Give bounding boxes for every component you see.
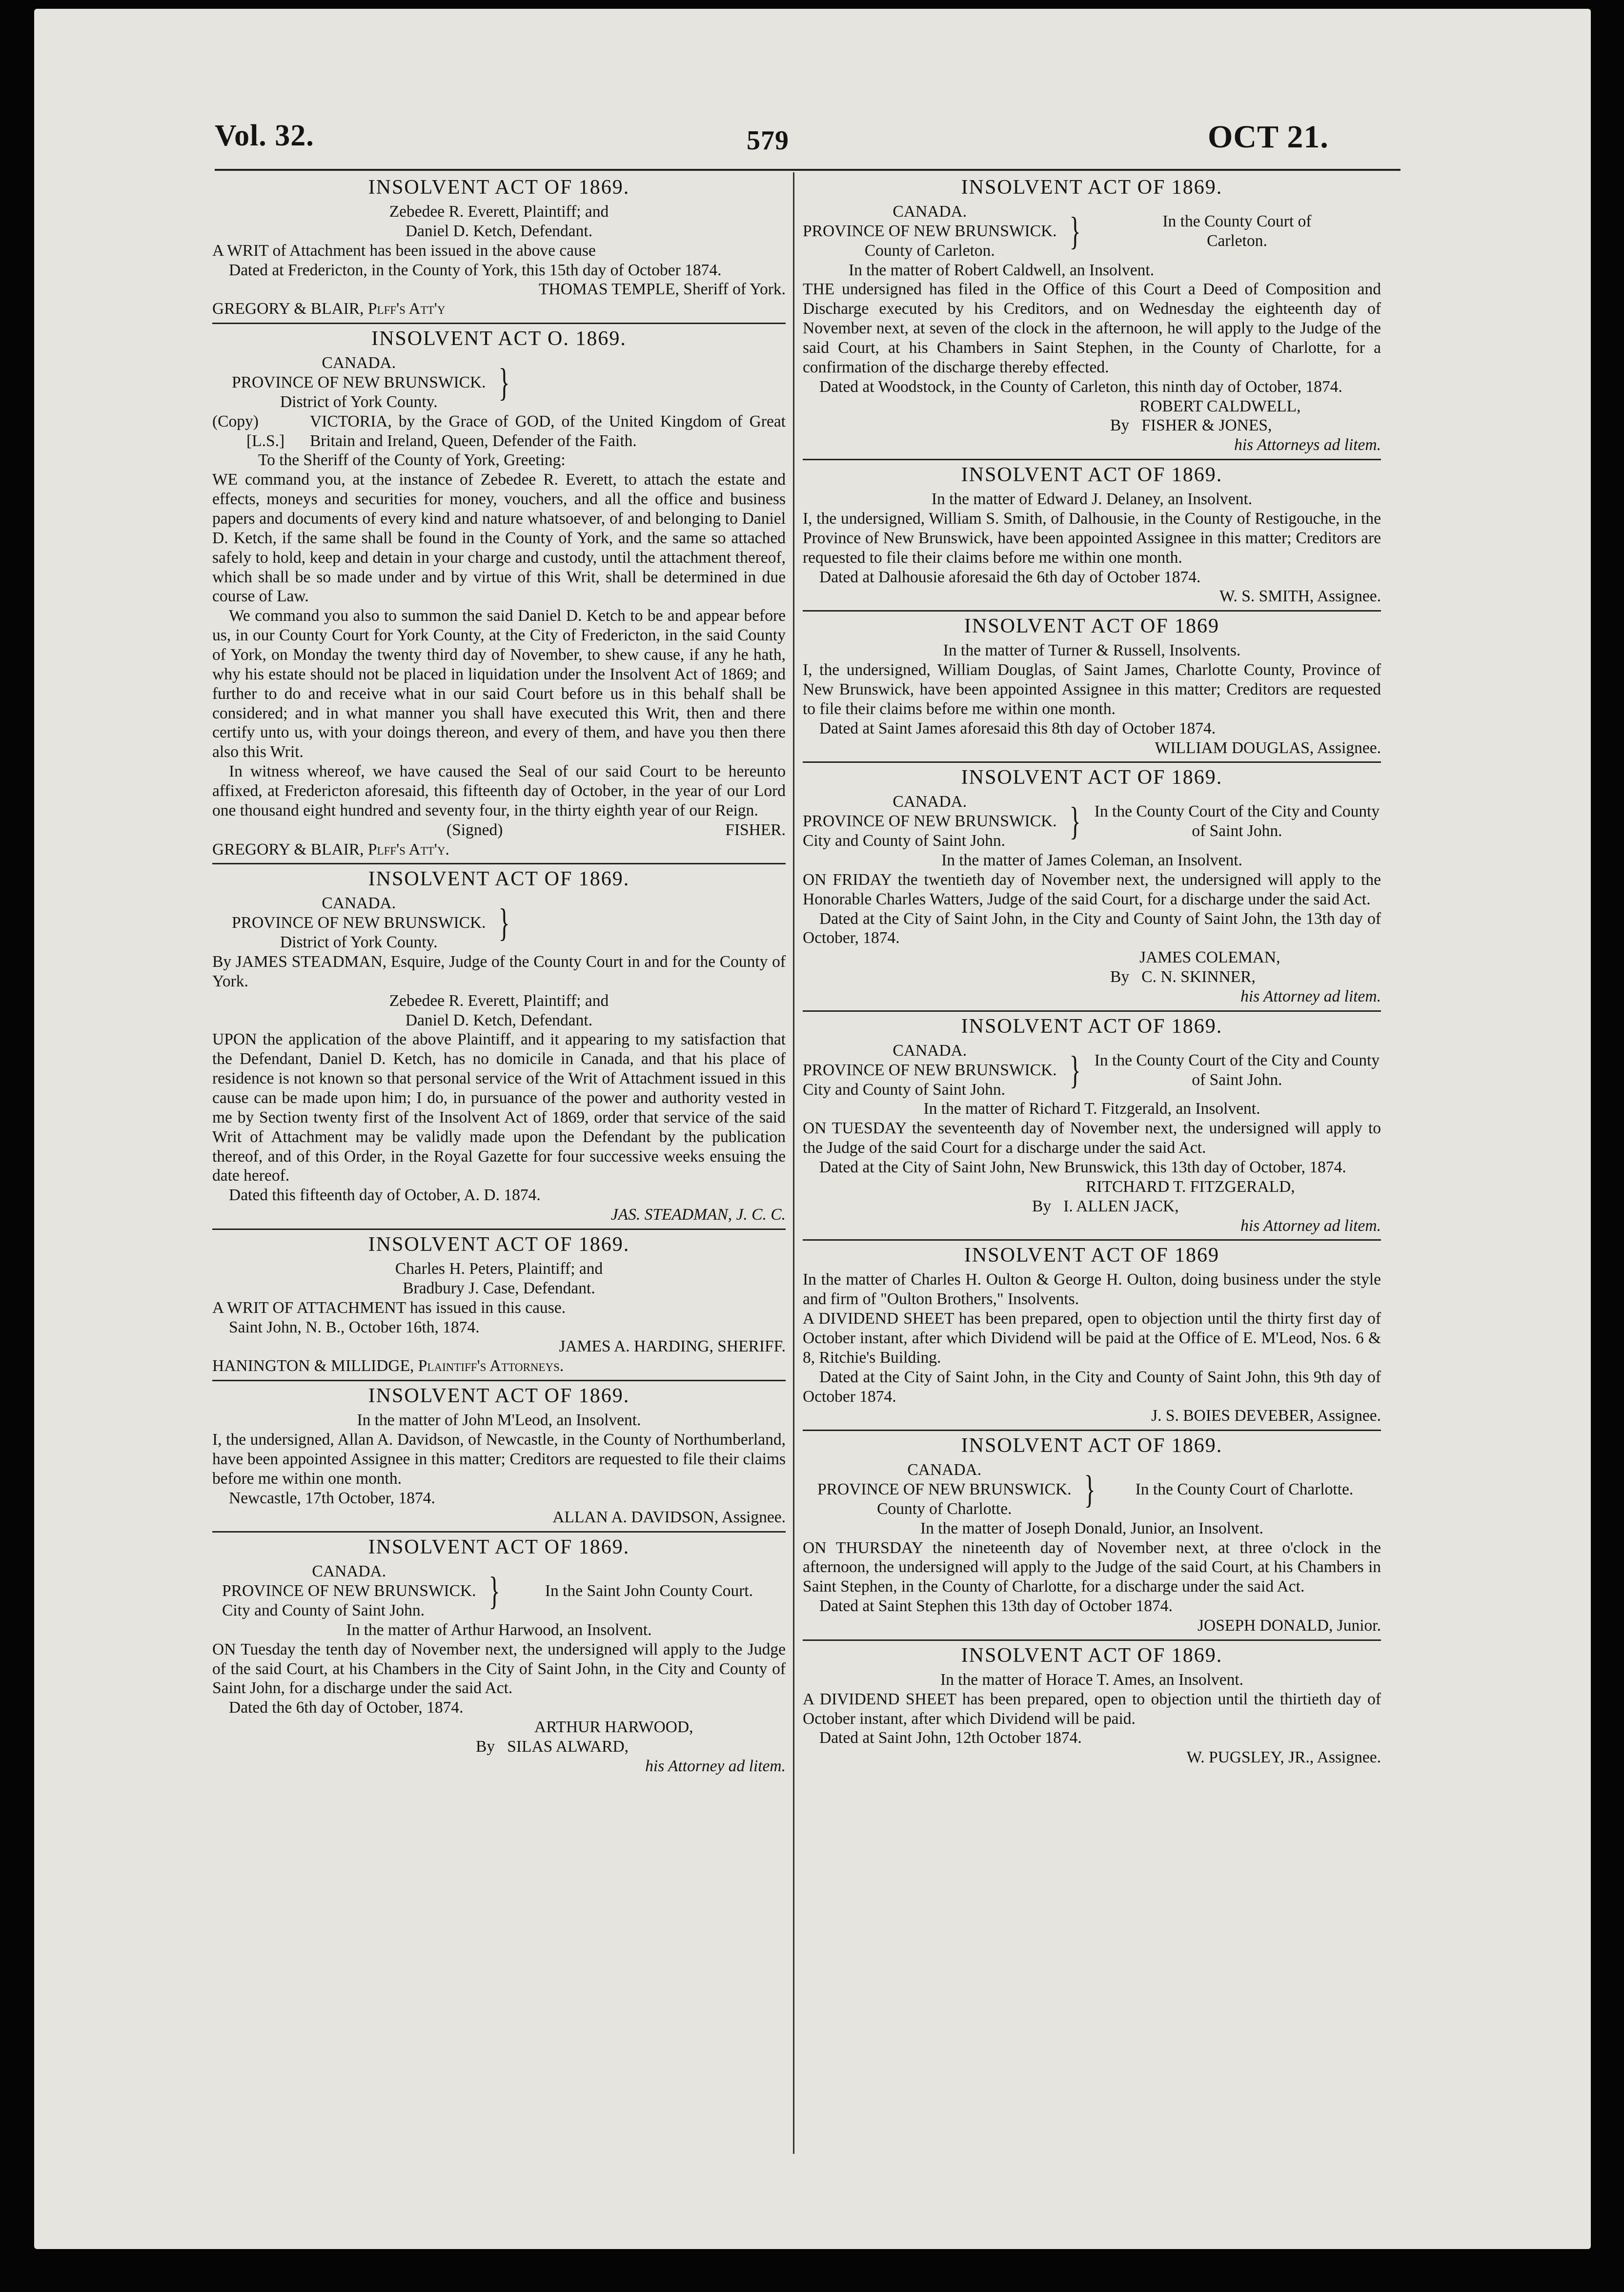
brace: } <box>1069 209 1081 253</box>
seal-label: [L.S.] <box>246 431 285 450</box>
notice-title: INSOLVENT ACT OF 1869. <box>368 868 630 891</box>
notice-title: INSOLVENT ACT OF 1869. <box>368 1385 630 1408</box>
jurisdiction-block <box>803 792 1381 851</box>
greeting: To the Sheriff of the County of York, Greeting: <box>258 451 566 470</box>
district-label: District of York County. <box>280 933 438 952</box>
notice-title: INSOLVENT ACT OF 1869. <box>961 464 1223 487</box>
defendant-line: Daniel D. Ketch, Defendant. <box>405 222 593 240</box>
dated-line: Dated at the City of Saint John, in the City and County of Saint John, this 9th day of October 1874. <box>803 1368 1381 1406</box>
attorney-signature <box>803 967 1381 987</box>
column-divider <box>793 172 794 2154</box>
court-label: In the County Court of the City and County of Saint John. <box>1094 1051 1380 1089</box>
notice-caldwell-discharge <box>803 176 1381 455</box>
attorney-role: his Attorneys ad litem. <box>1234 436 1381 454</box>
signature: W. PUGSLEY, JR., Assignee. <box>1186 1748 1381 1767</box>
by-label: By <box>1110 968 1130 986</box>
left-column <box>212 175 786 1776</box>
province-label: PROVINCE OF NEW BRUNSWICK. <box>232 373 486 391</box>
attorney-line: GREGORY & BLAIR, Plff's Att'y. <box>212 840 449 859</box>
dated-line: Saint John, N. B., October 16th, 1874. <box>229 1318 480 1336</box>
page-header <box>34 9 1591 184</box>
province-label: PROVINCE OF NEW BRUNSWICK. <box>222 1582 476 1600</box>
canada-label: CANADA. <box>893 793 967 811</box>
jurisdiction-block <box>212 1562 786 1620</box>
copy-label: (Copy) <box>212 412 259 430</box>
signature: ROBERT CALDWELL, <box>1139 397 1301 415</box>
notice-delaney-assignee <box>803 459 1381 606</box>
notice-body: A WRIT OF ATTACHMENT has issued in this cause. <box>212 1298 566 1317</box>
notice-body: A WRIT of Attachment has been issued in the above cause <box>212 241 596 260</box>
gazette-page <box>34 9 1591 2249</box>
plaintiff-line: Charles H. Peters, Plaintiff; and <box>395 1259 603 1278</box>
notice-steadman-order <box>212 863 786 1225</box>
notice-title: INSOLVENT ACT OF 1869 <box>964 615 1220 638</box>
notice-body: UPON the application of the above Plaintiff, and it appearing to my satisfaction that the Defendant, Daniel D. Ketch, has no domicile in Canada, and that his place of residence is not known so that personal service of the Writ of Attachment issued in this cause can be made upon him; I do, in pursuance of the power and authority vested in me by Section twenty first of the Insolvent Act of 1869, order that service of the said Writ of Attachment may be validly made upon the Defendant by the publication thereof, and of this Order, in the Royal Gazette for four successive weeks ensuing the date hereof. <box>212 1030 786 1185</box>
notice-title: INSOLVENT ACT OF 1869. <box>368 1233 630 1256</box>
province-label: PROVINCE OF NEW BRUNSWICK. <box>803 1061 1057 1079</box>
by-label: By <box>1032 1197 1052 1215</box>
dated-line: Dated at the City of Saint John, in the City and County of Saint John, the 13th day of October, 1874. <box>803 909 1381 947</box>
notice-title: INSOLVENT ACT OF 1869. <box>961 1015 1223 1038</box>
notice-title: INSOLVENT ACT OF 1869 <box>964 1244 1220 1267</box>
brace: } <box>498 361 510 404</box>
court-label: In the Saint John County Court. <box>545 1582 753 1600</box>
matter-line: In the matter of Edward J. Delaney, an Insolvent. <box>931 490 1253 509</box>
notice-body: ON TUESDAY the seventeenth day of November next, the undersigned will apply to the Judge of the said Court for a discharge under the said Act. <box>803 1119 1381 1157</box>
header-rule <box>215 169 1401 171</box>
dated-line: Dated at the City of Saint John, New Brunswick, this 13th day of October, 1874. <box>819 1158 1346 1176</box>
signature: FISHER. <box>725 820 786 839</box>
attorney-line: HANINGTON & MILLIDGE, Plaintiff's Attorneys. <box>212 1357 564 1375</box>
district-label: District of York County. <box>280 392 438 411</box>
matter-line: In the matter of James Coleman, an Insolvent. <box>941 851 1242 869</box>
dated-line: Dated at Saint James aforesaid this 8th day of October 1874. <box>819 719 1216 737</box>
matter-line: In the matter of Richard T. Fitzgerald, an Insolvent. <box>923 1100 1260 1118</box>
signature: ARTHUR HARWOOD, <box>534 1718 693 1737</box>
notice-title: INSOLVENT ACT OF 1869. <box>961 766 1223 789</box>
canada-label: CANADA. <box>893 202 967 221</box>
attorney-signature <box>803 416 1381 435</box>
notice-coleman-discharge <box>803 761 1381 1006</box>
jurisdiction-block <box>803 1041 1381 1100</box>
notice-oulton-dividend <box>803 1239 1381 1426</box>
notice-body: ON FRIDAY the twentieth day of November next, the undersigned will apply to the Honorable Charles Watters, Judge of the said Court, for a discharge under the said Act. <box>803 870 1381 908</box>
plaintiff-line: Zebedee R. Everett, Plaintiff; and <box>389 991 609 1010</box>
notice-body: I, the undersigned, William S. Smith, of Dalhousie, in the County of Restigouche, in the Province of New Brunswick, have been appointed Assignee in this matter; Creditors are requested to file their claims before me within one month. <box>803 509 1381 567</box>
notice-fitzgerald-discharge <box>803 1010 1381 1236</box>
signature: W. S. SMITH, Assignee. <box>1219 587 1381 606</box>
signed-label: (Signed) <box>447 820 503 839</box>
court-label: In the County Court of the City and County of Saint John. <box>1094 802 1380 840</box>
notice-body: ON THURSDAY the nineteenth day of November next, at three o'clock in the afternoon, the undersigned will apply to the Judge of the said Court, at his Chambers in Saint Stephen, in the County of Charlotte, for a discharge under the said Act. <box>803 1538 1381 1596</box>
dated-line: Dated at Saint John, 12th October 1874. <box>819 1729 1082 1747</box>
brace: } <box>498 901 510 945</box>
city-label: City and County of Saint John. <box>803 1080 1006 1099</box>
dated-line: Dated the 6th day of October, 1874. <box>229 1699 464 1717</box>
province-label: PROVINCE OF NEW BRUNSWICK. <box>803 812 1057 831</box>
notice-body: I, the undersigned, William Douglas, of Saint James, Charlotte County, Province of New Brunswick, have been appointed Assignee in this matter; Creditors are requested to file their claims before me within one month. <box>803 661 1381 718</box>
notice-title: INSOLVENT ACT OF 1869. <box>961 1644 1223 1667</box>
notice-ames-dividend <box>803 1639 1381 1767</box>
signature: RITCHARD T. FITZGERALD, <box>1086 1177 1295 1196</box>
matter-line: In the matter of Arthur Harwood, an Insolvent. <box>346 1620 652 1639</box>
brace: } <box>488 1570 500 1613</box>
attorney-line: GREGORY & BLAIR, Plff's Att'y <box>212 300 446 318</box>
matter-line: In the matter of Horace T. Ames, an Insolvent. <box>940 1670 1244 1689</box>
attorney-name: FISHER & JONES, <box>1141 416 1272 435</box>
signature: J. S. BOIES DEVEBER, Assignee. <box>1151 1407 1381 1425</box>
victoria-block <box>212 412 786 451</box>
signature: THOMAS TEMPLE, Sheriff of York. <box>539 280 786 299</box>
plaintiff-line: Zebedee R. Everett, Plaintiff; and <box>389 202 609 221</box>
attorney-signature <box>212 1737 786 1757</box>
dated-line: Dated this fifteenth day of October, A. D. 1874. <box>229 1186 541 1205</box>
brace: } <box>1069 800 1081 843</box>
notice-harwood-discharge <box>212 1531 786 1776</box>
city-label: City and County of Saint John. <box>222 1601 425 1619</box>
city-label: City and County of Saint John. <box>803 832 1006 850</box>
right-column <box>803 175 1381 1767</box>
dated-line: Dated at Saint Stephen this 13th day of October 1874. <box>819 1597 1173 1616</box>
signature: JAS. STEADMAN, J. C. C. <box>610 1206 786 1224</box>
by-label: By <box>1110 416 1130 435</box>
notice-title: INSOLVENT ACT OF 1869. <box>961 176 1223 199</box>
judge-line: By JAMES STEADMAN, Esquire, Judge of the County Court in and for the County of York. <box>212 952 786 990</box>
province-label: PROVINCE OF NEW BRUNSWICK. <box>817 1480 1072 1499</box>
writ-paragraph-3: In witness whereof, we have caused the Seal of our said Court to be hereunto affixed, at Fredericton aforesaid, this fifteenth day of October, in the year of our Lord one thousand eight hundred and seventy four, in the thirty eighth year of our Reign. <box>212 762 786 819</box>
court-label: In the County Court of Carleton. <box>1162 212 1312 250</box>
page-number: 579 <box>747 125 789 156</box>
notice-title: INSOLVENT ACT OF 1869. <box>961 1434 1223 1457</box>
notice-peters-writ <box>212 1228 786 1376</box>
brace: } <box>1084 1468 1096 1511</box>
dated-line: Dated at Fredericton, in the County of York, this 15th day of October 1874. <box>229 261 722 279</box>
notice-body: THE undersigned has filed in the Office of this Court a Deed of Composition and Discharge executed by his Creditors, and on Wednesday the eighteenth day of November next, at seven of the clock in the afternoon, he will apply to the Judge of the said Court, at his Chambers in Saint Stephen, in the County of Charlotte, for a confirmation of the discharge thereby effected. <box>803 280 1381 376</box>
notice-body: I, the undersigned, Allan A. Davidson, of Newcastle, in the County of Northumberland, have been appointed Assignee in this matter; Creditors are requested to file their claims before me within one month. <box>212 1430 786 1488</box>
court-label: In the County Court of Charlotte. <box>1135 1480 1354 1499</box>
county-label: County of Carleton. <box>864 241 995 260</box>
signature: JAMES COLEMAN, <box>1139 948 1280 967</box>
province-label: PROVINCE OF NEW BRUNSWICK. <box>803 222 1057 240</box>
matter-line: In the matter of Charles H. Oulton & George H. Oulton, doing business under the style and firm of "Oulton Brothers," Insolvents. <box>803 1270 1381 1309</box>
writ-paragraph-2: We command you also to summon the said Daniel D. Ketch to be and appear before us, in our County Court for York County, at the City of Fredericton, in the said County of York, on Monday the twenty third day of November, to shew cause, if any he hath, why his estate should not be placed in liquidation under the Insolvent Act of 1869; and further to do and receive what in our said Court before us in this behalf shall be considered; and in what manner you shall have executed this Writ, then and there certify unto us, with your doings thereon, and every of them, and have you then there also this Writ. <box>212 607 786 761</box>
writ-paragraph-1: WE command you, at the instance of Zebedee R. Everett, to attach the estate and effects, moneys and securities for money, vouchers, and all the office and business papers and documents of every kind and nature whatsoever, of and belonging to Daniel D. Ketch, if the same shall be found in the County of York, and the same so attached safely to hold, keep and detain in your charge and custody, until the attachment thereof, which shall be so made under and by virtue of this Writ, shall be determined in due course of Law. <box>212 471 786 606</box>
matter-line: In the matter of Robert Caldwell, an Insolvent. <box>849 261 1155 279</box>
dated-line: Dated at Woodstock, in the County of Carleton, this ninth day of October, 1874. <box>819 377 1342 396</box>
victoria-text: VICTORIA, by the Grace of GOD, of the United Kingdom of Great Britain and Ireland, Queen, Defender of the Faith. <box>310 412 786 450</box>
notice-body: A DIVIDEND SHEET has been prepared, open to objection until the thirtieth day of October instant, after which Dividend will be paid. <box>803 1690 1381 1728</box>
attorney-role: his Attorney ad litem. <box>645 1757 786 1775</box>
volume-number: Vol. 32. <box>215 119 314 152</box>
jurisdiction-block <box>212 894 786 952</box>
canada-label: CANADA. <box>322 894 396 913</box>
county-label: County of Charlotte. <box>877 1499 1012 1518</box>
notice-everett-writ <box>212 176 786 319</box>
attorney-signature <box>803 1197 1381 1216</box>
jurisdiction-block <box>803 202 1381 261</box>
defendant-line: Bradbury J. Case, Defendant. <box>403 1279 595 1297</box>
notice-writ-of-attachment <box>212 323 786 859</box>
matter-line: In the matter of John M'Leod, an Insolvent. <box>357 1411 641 1430</box>
signed-line <box>212 820 786 840</box>
canada-label: CANADA. <box>907 1461 982 1479</box>
province-label: PROVINCE OF NEW BRUNSWICK. <box>232 914 486 932</box>
jurisdiction-block <box>803 1460 1381 1519</box>
brace: } <box>1069 1048 1081 1092</box>
notice-title: INSOLVENT ACT O. 1869. <box>371 327 627 350</box>
dated-line: Newcastle, 17th October, 1874. <box>229 1489 435 1507</box>
attorney-name: SILAS ALWARD, <box>507 1737 629 1756</box>
attorney-role: his Attorney ad litem. <box>1240 987 1381 1005</box>
notice-title: INSOLVENT ACT OF 1869. <box>368 1536 630 1559</box>
jurisdiction-block <box>212 353 786 412</box>
notice-body: ON Tuesday the tenth day of November next, the undersigned will apply to the Judge of the said Court, at his Chambers in the City of Saint John, in the City and County of Saint John, for a discharge under the said Act. <box>212 1640 786 1698</box>
dated-line: Dated at Dalhousie aforesaid the 6th day of October 1874. <box>819 568 1201 586</box>
canada-label: CANADA. <box>312 1562 386 1581</box>
canada-label: CANADA. <box>893 1041 967 1060</box>
notice-mcleod-assignee <box>212 1380 786 1527</box>
matter-line: In the matter of Turner & Russell, Insolvents. <box>943 641 1241 660</box>
signature: WILLIAM DOUGLAS, Assignee. <box>1155 738 1381 757</box>
matter-line: In the matter of Joseph Donald, Junior, an Insolvent. <box>920 1519 1263 1537</box>
signature: JOSEPH DONALD, Junior. <box>1198 1617 1381 1635</box>
attorney-role: his Attorney ad litem. <box>1240 1216 1381 1235</box>
canada-label: CANADA. <box>322 354 396 372</box>
notice-title: INSOLVENT ACT OF 1869. <box>368 176 630 199</box>
signature: JAMES A. HARDING, SHERIFF. <box>559 1337 786 1356</box>
attorney-name: I. ALLEN JACK, <box>1063 1197 1179 1215</box>
notice-turner-russell-assignee <box>803 610 1381 757</box>
issue-date: OCT 21. <box>1208 119 1329 155</box>
attorney-name: C. N. SKINNER, <box>1141 968 1256 986</box>
by-label: By <box>476 1737 495 1756</box>
defendant-line: Daniel D. Ketch, Defendant. <box>405 1011 593 1029</box>
signature: ALLAN A. DAVIDSON, Assignee. <box>552 1508 786 1527</box>
notice-donald-discharge <box>803 1430 1381 1636</box>
notice-body: A DIVIDEND SHEET has been prepared, open to objection until the thirty first day of October instant, after which Dividend will be paid at the Office of E. M'Leod, Nos. 6 & 8, Ritchie's Building. <box>803 1310 1381 1367</box>
